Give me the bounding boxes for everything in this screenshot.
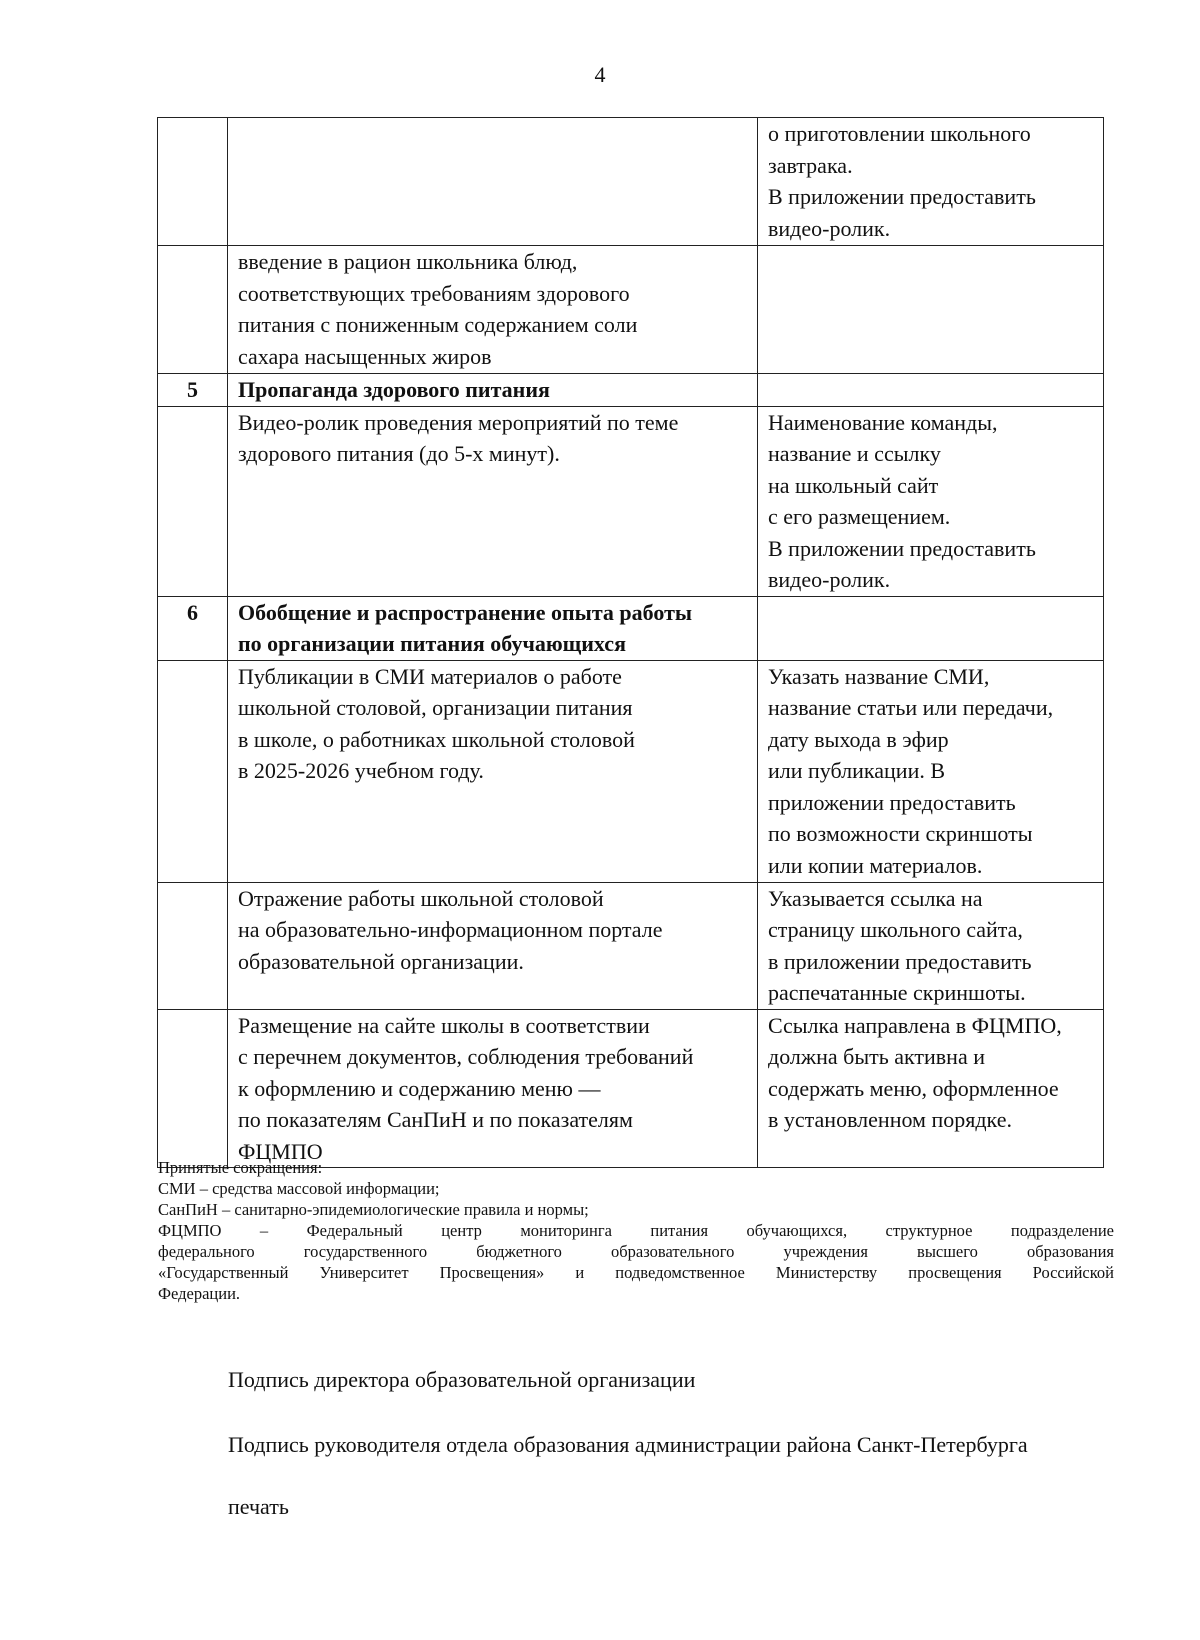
table-row [158,406,1104,596]
table-body [158,118,1104,1168]
task-line: Публикации в СМИ материалов о работе [238,663,622,689]
row-number-cell [158,660,228,882]
row-number-cell: 6 [158,596,228,660]
note-line: в приложении предоставить [768,948,1032,974]
note-cell [758,406,1104,596]
note-cell [758,246,1104,374]
abbreviation-sanpin: СанПиН – санитарно-эпидемиологические правила и нормы; [158,1200,589,1219]
row-number-cell [158,118,228,246]
row-number-cell [158,406,228,596]
note-line: должна быть активна и [768,1044,985,1069]
note-line: или публикации. В [768,758,946,783]
abbreviation-smi: СМИ – средства массовой информации; [158,1179,440,1198]
note-line: В приложении предоставить [768,184,1036,209]
task-cell [228,596,758,660]
note-line: на школьный сайт [768,472,939,498]
note-line: завтрака. [768,152,853,178]
head-signature-label: Подпись руководителя отдела образования администрации района Санкт-Петербурга [228,1432,1028,1457]
abbreviation-fcmpo-line: «Государственный Университет Просвещения» и подведомственное Министерству просвещения Российской [158,1263,1114,1282]
director-signature-label: Подпись директора образовательной организации [228,1367,696,1392]
task-cell [228,118,758,246]
task-line: в школе, о работниках школьной столовой [238,726,635,752]
note-line: Указывается ссылка на [768,885,983,911]
note-line: дату выхода в эфир [768,726,949,752]
abbreviation-fcmpo-line: ФЦМПО – Федеральный центр мониторинга питания обучающихся, структурное подразделение [158,1221,1114,1240]
note-cell [758,596,1104,660]
task-line: по показателям СанПиН и по показателям [238,1107,633,1132]
abbreviation-fcmpo-line: Федерации. [158,1284,241,1303]
task-line: питания с пониженным содержанием соли [238,312,638,337]
task-line: здорового питания (до 5-х минут). [238,441,560,466]
row-number-cell: 5 [158,374,228,407]
task-line: образовательной организации. [238,948,524,974]
note-line: видео-ролик. [768,567,891,592]
note-line: содержать меню, оформленное [768,1075,1059,1101]
row-number-cell [158,1009,228,1168]
note-cell [758,882,1104,1009]
task-line: школьной столовой, организации питания [238,695,633,720]
task-line: по организации питания обучающихся [238,631,626,656]
note-line: Ссылка направлена в ФЦМПО, [768,1012,1062,1038]
note-line: В приложении предоставить [768,535,1036,561]
note-line: название и ссылку [768,441,941,466]
table-row [158,118,1104,246]
note-line: по возможности скриншоты [768,821,1033,846]
note-cell [758,660,1104,882]
task-line: Отражение работы школьной столовой [238,885,604,911]
task-line: Размещение на сайте школы в соответствии [238,1012,650,1038]
note-line: распечатанные скриншоты. [768,980,1026,1005]
requirements-table [157,117,1104,1168]
note-cell [758,118,1104,246]
task-cell [228,374,758,407]
note-line: Указать название СМИ, [768,663,990,689]
note-line: или копии материалов. [768,852,983,878]
task-line: в 2025-2026 учебном году. [238,758,484,783]
row-number-cell [158,882,228,1009]
task-line: Обобщение и распространение опыта работы [238,599,693,625]
task-line: ФЦМПО [238,1138,323,1164]
row-number-cell [158,246,228,374]
task-line: с перечнем документов, соблюдения требований [238,1044,694,1069]
note-cell [758,374,1104,407]
task-line: сахара насыщенных жиров [238,343,492,369]
stamp-label: печать [228,1494,289,1519]
note-line: видео-ролик. [768,215,891,241]
task-line: на образовательно-информационном портале [238,917,663,942]
note-line: страницу школьного сайта, [768,917,1023,942]
abbreviations-block [158,1157,1114,1304]
note-line: с его размещением. [768,504,951,529]
note-line: в установленном порядке. [768,1107,1012,1132]
abbreviations-heading: Принятые сокращения: [158,1158,323,1177]
task-cell [228,246,758,374]
note-line: приложении предоставить [768,789,1016,815]
task-line: Видео-ролик проведения мероприятий по теме [238,409,679,435]
page-number: 4 [594,62,606,87]
task-line: Пропаганда здорового питания [238,377,550,402]
table-row [158,1009,1104,1168]
task-line: введение в рацион школьника блюд, [238,249,578,274]
note-cell [758,1009,1104,1168]
task-cell [228,1009,758,1168]
table-row [158,882,1104,1009]
table-row [158,374,1104,407]
task-line: соответствующих требованиям здорового [238,280,630,306]
table-row [158,246,1104,374]
task-cell [228,660,758,882]
table-row [158,660,1104,882]
note-line: Наименование команды, [768,409,998,435]
abbreviation-fcmpo-line: федерального государственного бюджетного образовательного учреждения высшего образования [158,1242,1114,1261]
task-cell [228,882,758,1009]
task-line: к оформлению и содержанию меню — [238,1075,601,1101]
note-line: название статьи или передачи, [768,695,1054,720]
note-line: о приготовлении школьного [768,121,1031,146]
task-cell [228,406,758,596]
table-row [158,596,1104,660]
